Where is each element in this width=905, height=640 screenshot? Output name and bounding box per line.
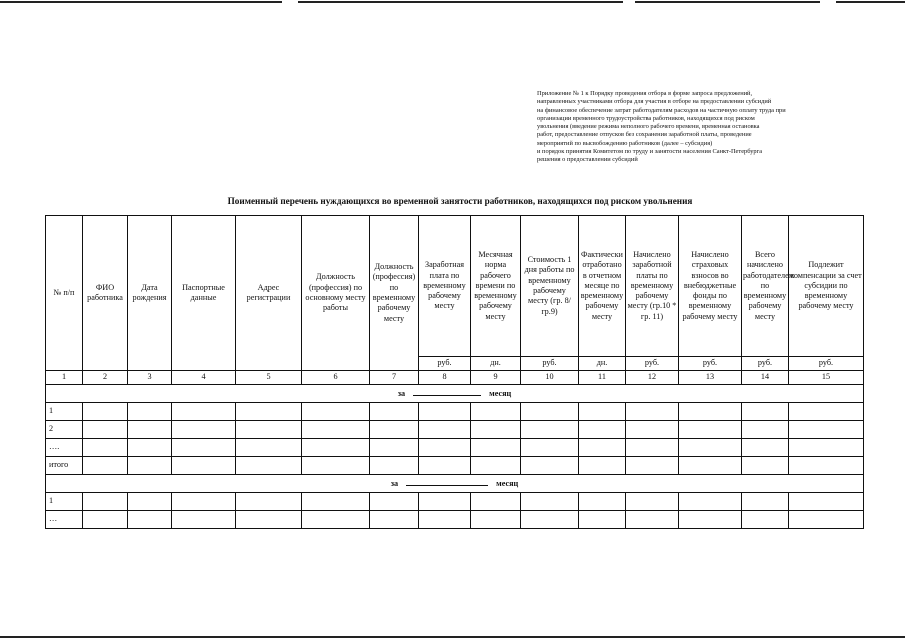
- input-cell[interactable]: [679, 421, 742, 439]
- input-cell[interactable]: [419, 457, 471, 475]
- unit-cell: руб.: [521, 357, 579, 371]
- input-cell[interactable]: [679, 457, 742, 475]
- input-cell[interactable]: [128, 493, 172, 511]
- row-number: 1: [46, 493, 83, 511]
- input-cell[interactable]: [302, 421, 370, 439]
- annex-reference: [537, 90, 837, 164]
- input-cell[interactable]: [236, 511, 302, 529]
- input-cell[interactable]: [742, 421, 789, 439]
- col-number: 9: [471, 371, 521, 385]
- col-header-insurance: Начислено страховых взносов во внебюджетные фонды по временному рабочему месту: [679, 216, 742, 357]
- col-header-passport: Паспортные данные: [172, 216, 236, 371]
- input-cell[interactable]: [236, 421, 302, 439]
- col-number: 12: [626, 371, 679, 385]
- month-blank-field[interactable]: [413, 387, 481, 396]
- annex-line: увольнения (введение режима неполного рабочего времени, временная остановка: [537, 123, 760, 130]
- input-cell[interactable]: [521, 439, 579, 457]
- input-cell[interactable]: [419, 403, 471, 421]
- col-header-days-worked: Фактически отработано в отчетном месяце по временному рабочему месту: [579, 216, 626, 357]
- input-cell[interactable]: [742, 439, 789, 457]
- section-suffix: месяц: [489, 389, 512, 399]
- input-cell[interactable]: [172, 511, 236, 529]
- input-cell[interactable]: [128, 457, 172, 475]
- col-header-day-cost: Стоимость 1 дня работы по временному рабочему месту (гр. 8/гр.9): [521, 216, 579, 357]
- annex-line: на финансовое обеспечение затрат работодателям расходов на частичную оплату труда при: [537, 106, 786, 114]
- unit-cell: руб.: [626, 357, 679, 371]
- annex-line: работ, предоставление отпусков без сохранения заработной платы, проведение: [537, 131, 752, 139]
- col-number: 7: [370, 371, 419, 385]
- input-cell[interactable]: [579, 511, 626, 529]
- annex-line: направленных участниками отбора для участия в отборе на предоставлении субсидий: [537, 98, 772, 106]
- input-cell[interactable]: [789, 457, 864, 475]
- input-cell[interactable]: [471, 511, 521, 529]
- input-cell[interactable]: [236, 439, 302, 457]
- input-cell[interactable]: [128, 439, 172, 457]
- input-cell[interactable]: [419, 439, 471, 457]
- input-cell[interactable]: [679, 511, 742, 529]
- col-header-main-position: Должность (профессия) по основному месту работы: [302, 216, 370, 371]
- col-number: 15: [789, 371, 864, 385]
- col-header-monthly-norm: Месячная норма рабочего времени по временному рабочему месту: [471, 216, 521, 357]
- input-cell[interactable]: [626, 439, 679, 457]
- input-cell[interactable]: [626, 493, 679, 511]
- input-cell[interactable]: [789, 439, 864, 457]
- col-header-address: Адрес регистрации: [236, 216, 302, 371]
- row-number: 2: [46, 421, 83, 439]
- input-cell[interactable]: [521, 403, 579, 421]
- col-header-total-accrued: Всего начислено работодателем по временному рабочему месту: [742, 216, 789, 357]
- col-header-compensation: Подлежит компенсации за счет субсидии по временному рабочему месту: [789, 216, 864, 357]
- unit-cell: дн.: [471, 357, 521, 371]
- section-month-1: [46, 385, 864, 403]
- input-cell[interactable]: [419, 421, 471, 439]
- month-blank-field[interactable]: [406, 477, 488, 486]
- unit-cell: руб.: [742, 357, 789, 371]
- input-cell[interactable]: [236, 457, 302, 475]
- input-cell[interactable]: [521, 493, 579, 511]
- column-numbers-row: [46, 371, 864, 385]
- input-cell[interactable]: [302, 457, 370, 475]
- employee-list-table: [45, 215, 864, 529]
- col-header-number: № п/п: [46, 216, 83, 371]
- input-cell[interactable]: [370, 511, 419, 529]
- unit-cell: руб.: [789, 357, 864, 371]
- input-cell[interactable]: [172, 421, 236, 439]
- col-number: 1: [46, 371, 83, 385]
- total-row: [46, 457, 864, 475]
- input-cell[interactable]: [626, 403, 679, 421]
- input-cell[interactable]: [83, 457, 128, 475]
- col-header-temp-position: Должность (профессия) по временному рабочему месту: [370, 216, 419, 371]
- input-cell[interactable]: [579, 403, 626, 421]
- total-label: итого: [46, 457, 83, 475]
- input-cell[interactable]: [236, 403, 302, 421]
- col-number: 10: [521, 371, 579, 385]
- table-row: [46, 403, 864, 421]
- input-cell[interactable]: [789, 403, 864, 421]
- section-prefix: за: [397, 389, 406, 399]
- input-cell[interactable]: [302, 403, 370, 421]
- input-cell[interactable]: [521, 421, 579, 439]
- input-cell[interactable]: [128, 511, 172, 529]
- input-cell[interactable]: [579, 493, 626, 511]
- input-cell[interactable]: [128, 421, 172, 439]
- col-number: 11: [579, 371, 626, 385]
- input-cell[interactable]: [172, 403, 236, 421]
- header-row: [46, 216, 864, 357]
- table-row: [46, 511, 864, 529]
- col-header-accrued-salary: Начислено заработной платы по временному рабочему месту (гр.10 * гр. 11): [626, 216, 679, 357]
- input-cell[interactable]: [370, 439, 419, 457]
- col-number: 5: [236, 371, 302, 385]
- row-number: …: [46, 511, 83, 529]
- input-cell[interactable]: [172, 493, 236, 511]
- input-cell[interactable]: [679, 439, 742, 457]
- input-cell[interactable]: [742, 403, 789, 421]
- input-cell[interactable]: [302, 493, 370, 511]
- input-cell[interactable]: [471, 493, 521, 511]
- input-cell[interactable]: [626, 511, 679, 529]
- input-cell[interactable]: [521, 511, 579, 529]
- col-number: 3: [128, 371, 172, 385]
- annex-line: решения о предоставлении субсидий: [537, 156, 638, 163]
- col-number: 6: [302, 371, 370, 385]
- scan-edge-top: [0, 1, 905, 3]
- unit-cell: руб.: [419, 357, 471, 371]
- input-cell[interactable]: [83, 421, 128, 439]
- section-suffix: месяц: [496, 479, 519, 489]
- input-cell[interactable]: [789, 493, 864, 511]
- input-cell[interactable]: [742, 457, 789, 475]
- input-cell[interactable]: [742, 493, 789, 511]
- input-cell[interactable]: [83, 403, 128, 421]
- input-cell[interactable]: [83, 439, 128, 457]
- section-month-2: [46, 475, 864, 493]
- table-row: [46, 493, 864, 511]
- col-header-name: ФИО работника: [83, 216, 128, 371]
- annex-line: организации временного трудоустройства работников, находящихся под риском: [537, 114, 755, 122]
- input-cell[interactable]: [471, 457, 521, 475]
- input-cell[interactable]: [579, 457, 626, 475]
- input-cell[interactable]: [370, 493, 419, 511]
- col-number: 13: [679, 371, 742, 385]
- col-number: 4: [172, 371, 236, 385]
- row-number: 1: [46, 403, 83, 421]
- col-header-salary: Заработная плата по временному рабочему месту: [419, 216, 471, 357]
- input-cell[interactable]: [742, 511, 789, 529]
- unit-cell: руб.: [679, 357, 742, 371]
- input-cell[interactable]: [83, 511, 128, 529]
- document-title: Поименный перечень нуждающихся во временной занятости работников, находящихся под риском увольнения: [227, 196, 693, 206]
- input-cell[interactable]: [370, 457, 419, 475]
- input-cell[interactable]: [679, 403, 742, 421]
- annex-line: Приложение № 1 к Порядку проведения отбора в форме запроса предложений,: [537, 90, 753, 97]
- input-cell[interactable]: [679, 493, 742, 511]
- unit-cell: дн.: [579, 357, 626, 371]
- input-cell[interactable]: [471, 439, 521, 457]
- annex-line: мероприятий по высвобождению работников (далее – субсидия): [537, 139, 713, 147]
- col-number: 8: [419, 371, 471, 385]
- input-cell[interactable]: [471, 403, 521, 421]
- input-cell[interactable]: [579, 439, 626, 457]
- input-cell[interactable]: [579, 421, 626, 439]
- scan-edge-bottom: [0, 636, 905, 638]
- input-cell[interactable]: [370, 421, 419, 439]
- input-cell[interactable]: [521, 457, 579, 475]
- input-cell[interactable]: [172, 439, 236, 457]
- section-prefix: за: [390, 479, 399, 489]
- table-row: [46, 439, 864, 457]
- col-number: 14: [742, 371, 789, 385]
- table-row: [46, 421, 864, 439]
- input-cell[interactable]: [419, 493, 471, 511]
- input-cell[interactable]: [626, 421, 679, 439]
- input-cell[interactable]: [172, 457, 236, 475]
- input-cell[interactable]: [789, 421, 864, 439]
- input-cell[interactable]: [789, 511, 864, 529]
- input-cell[interactable]: [83, 493, 128, 511]
- input-cell[interactable]: [128, 403, 172, 421]
- input-cell[interactable]: [419, 511, 471, 529]
- input-cell[interactable]: [302, 439, 370, 457]
- row-number: ….: [46, 439, 83, 457]
- input-cell[interactable]: [626, 457, 679, 475]
- input-cell[interactable]: [370, 403, 419, 421]
- input-cell[interactable]: [236, 493, 302, 511]
- input-cell[interactable]: [302, 511, 370, 529]
- col-header-birthdate: Дата рождения: [128, 216, 172, 371]
- annex-line: и порядок принятия Комитетом по труду и занятости населения Санкт-Петербурга: [537, 147, 763, 155]
- col-number: 2: [83, 371, 128, 385]
- input-cell[interactable]: [471, 421, 521, 439]
